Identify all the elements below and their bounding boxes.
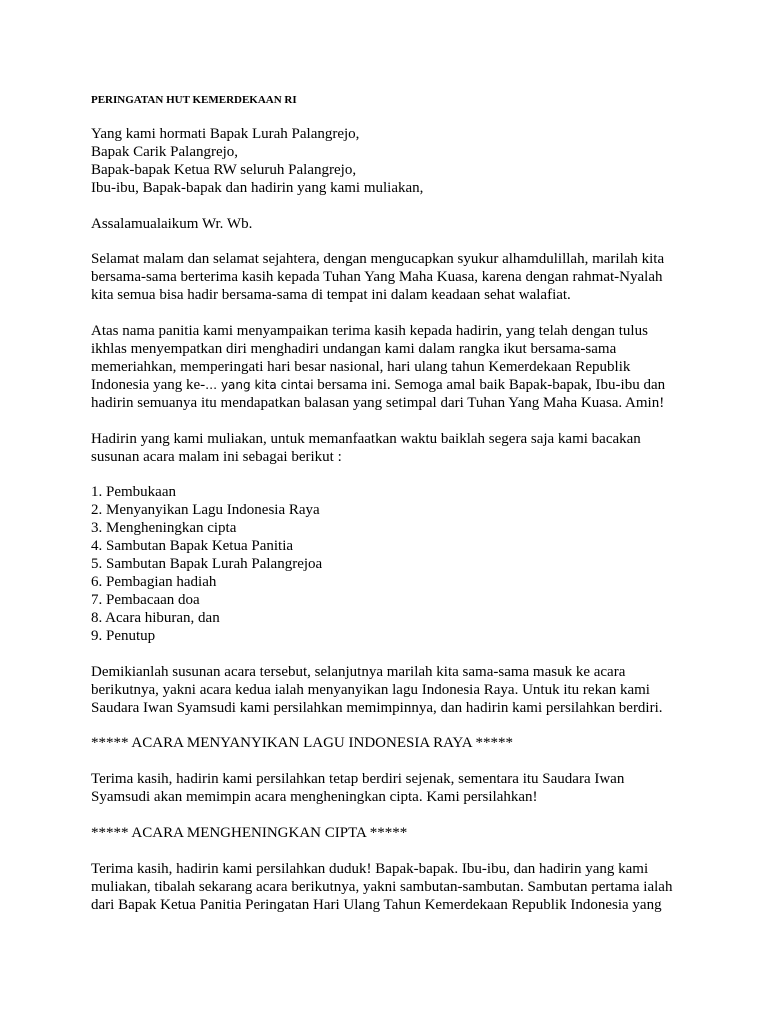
text-line: kita semua bisa hadir bersama-sama di tempat ini dalam keadaan sehat walafiat.: [91, 287, 571, 304]
text-line: Assalamualaikum Wr. Wb.: [91, 215, 253, 232]
section-heading: [91, 825, 731, 843]
text-line: Atas nama panitia kami menyampaikan terima kasih kepada hadirin, yang telah dengan tulus: [91, 323, 648, 340]
text-line: Terima kasih, hadirin kami persilahkan tetap berdiri sejenak, sementara itu Saudara Iwan: [91, 771, 625, 788]
text-segment: bersama ini. Semoga amal baik Bapak-bapak, Ibu-ibu dan: [313, 376, 666, 393]
paragraph: [91, 664, 731, 718]
paragraph: [91, 323, 731, 413]
text-line-mixed: [91, 377, 731, 395]
text-line: Bapak-bapak Ketua RW seluruh Palangrejo,: [91, 161, 357, 178]
text-segment: Indonesia yang ke-: [91, 376, 206, 393]
agenda-item: 2. Menyanyikan Lagu Indonesia Raya: [91, 502, 320, 519]
agenda-item: 1. Pembukaan: [91, 484, 176, 501]
greeting-block: [91, 126, 731, 198]
text-line: ikhlas menyempatkan diri menghadiri undangan kami dalam rangka ikut bersama-sama: [91, 341, 617, 358]
text-line: Syamsudi akan memimpin acara mengheningkan cipta. Kami persilahkan!: [91, 789, 538, 806]
text-line: Hadirin yang kami muliakan, untuk memanfaatkan waktu baiklah segera saja kami bacakan: [91, 430, 641, 447]
agenda-item: 4. Sambutan Bapak Ketua Panitia: [91, 538, 294, 555]
text-line: memeriahkan, memperingati hari besar nasional, hari ulang tahun Kemerdekaan Republik: [91, 358, 631, 375]
paragraph: [91, 431, 731, 467]
text-line: Terima kasih, hadirin kami persilahkan duduk! Bapak-bapak. Ibu-ibu, dan hadirin yang kami: [91, 860, 649, 877]
text-line: muliakan, tibalah sekarang acara berikutnya, yakni sambutan-sambutan. Sambutan pertama ialah: [91, 878, 673, 895]
text-line: Ibu-ibu, Bapak-bapak dan hadirin yang kami muliakan,: [91, 179, 424, 196]
text-line: Bapak Carik Palangrejo,: [91, 143, 239, 160]
text-line: berikutnya, yakni acara kedua ialah menyanyikan lagu Indonesia Raya. Untuk itu rekan kami: [91, 681, 650, 698]
inserted-text-segment: … yang kita cintai: [205, 377, 314, 392]
paragraph: [91, 771, 731, 807]
document-title: PERINGATAN HUT KEMERDEKAAN RI: [91, 94, 297, 106]
section-heading-text: ***** ACARA MENGHENINGKAN CIPTA *****: [91, 824, 408, 841]
paragraph: [91, 251, 731, 305]
text-line: bersama-sama berterima kasih kepada Tuhan Yang Maha Kuasa, karena dengan rahmat-Nyalah: [91, 269, 663, 286]
agenda-item: 3. Mengheningkan cipta: [91, 520, 237, 537]
paragraph: [91, 861, 731, 915]
text-line: susunan acara malam ini sebagai berikut :: [91, 448, 342, 465]
agenda-item: 6. Pembagian hadiah: [91, 574, 217, 591]
agenda-list: [91, 484, 731, 645]
text-line: hadirin semuanya itu mendapatkan balasan yang setimpal dari Tuhan Yang Maha Kuasa. Amin!: [91, 394, 665, 411]
agenda-item: 5. Sambutan Bapak Lurah Palangrejoa: [91, 556, 323, 573]
text-line: dari Bapak Ketua Panitia Peringatan Hari Ulang Tahun Kemerdekaan Republik Indonesia yang: [91, 896, 662, 913]
salam-block: [91, 216, 731, 234]
text-line: Yang kami hormati Bapak Lurah Palangrejo,: [91, 126, 360, 142]
section-heading-text: ***** ACARA MENYANYIKAN LAGU INDONESIA RAYA *****: [91, 735, 513, 752]
agenda-item: 7. Pembacaan doa: [91, 591, 200, 608]
text-line: Saudara Iwan Syamsudi kami persilahkan memimpinnya, dan hadirin kami persilahkan berdiri.: [91, 699, 663, 716]
agenda-item: 8. Acara hiburan, dan: [91, 609, 220, 626]
text-line: Selamat malam dan selamat sejahtera, dengan mengucapkan syukur alhamdulillah, marilah kita: [91, 251, 665, 268]
text-line: Demikianlah susunan acara tersebut, selanjutnya marilah kita sama-sama masuk ke acara: [91, 663, 626, 680]
document-body: [91, 126, 731, 932]
agenda-item: 9. Penutup: [91, 627, 156, 644]
section-heading: [91, 735, 731, 753]
